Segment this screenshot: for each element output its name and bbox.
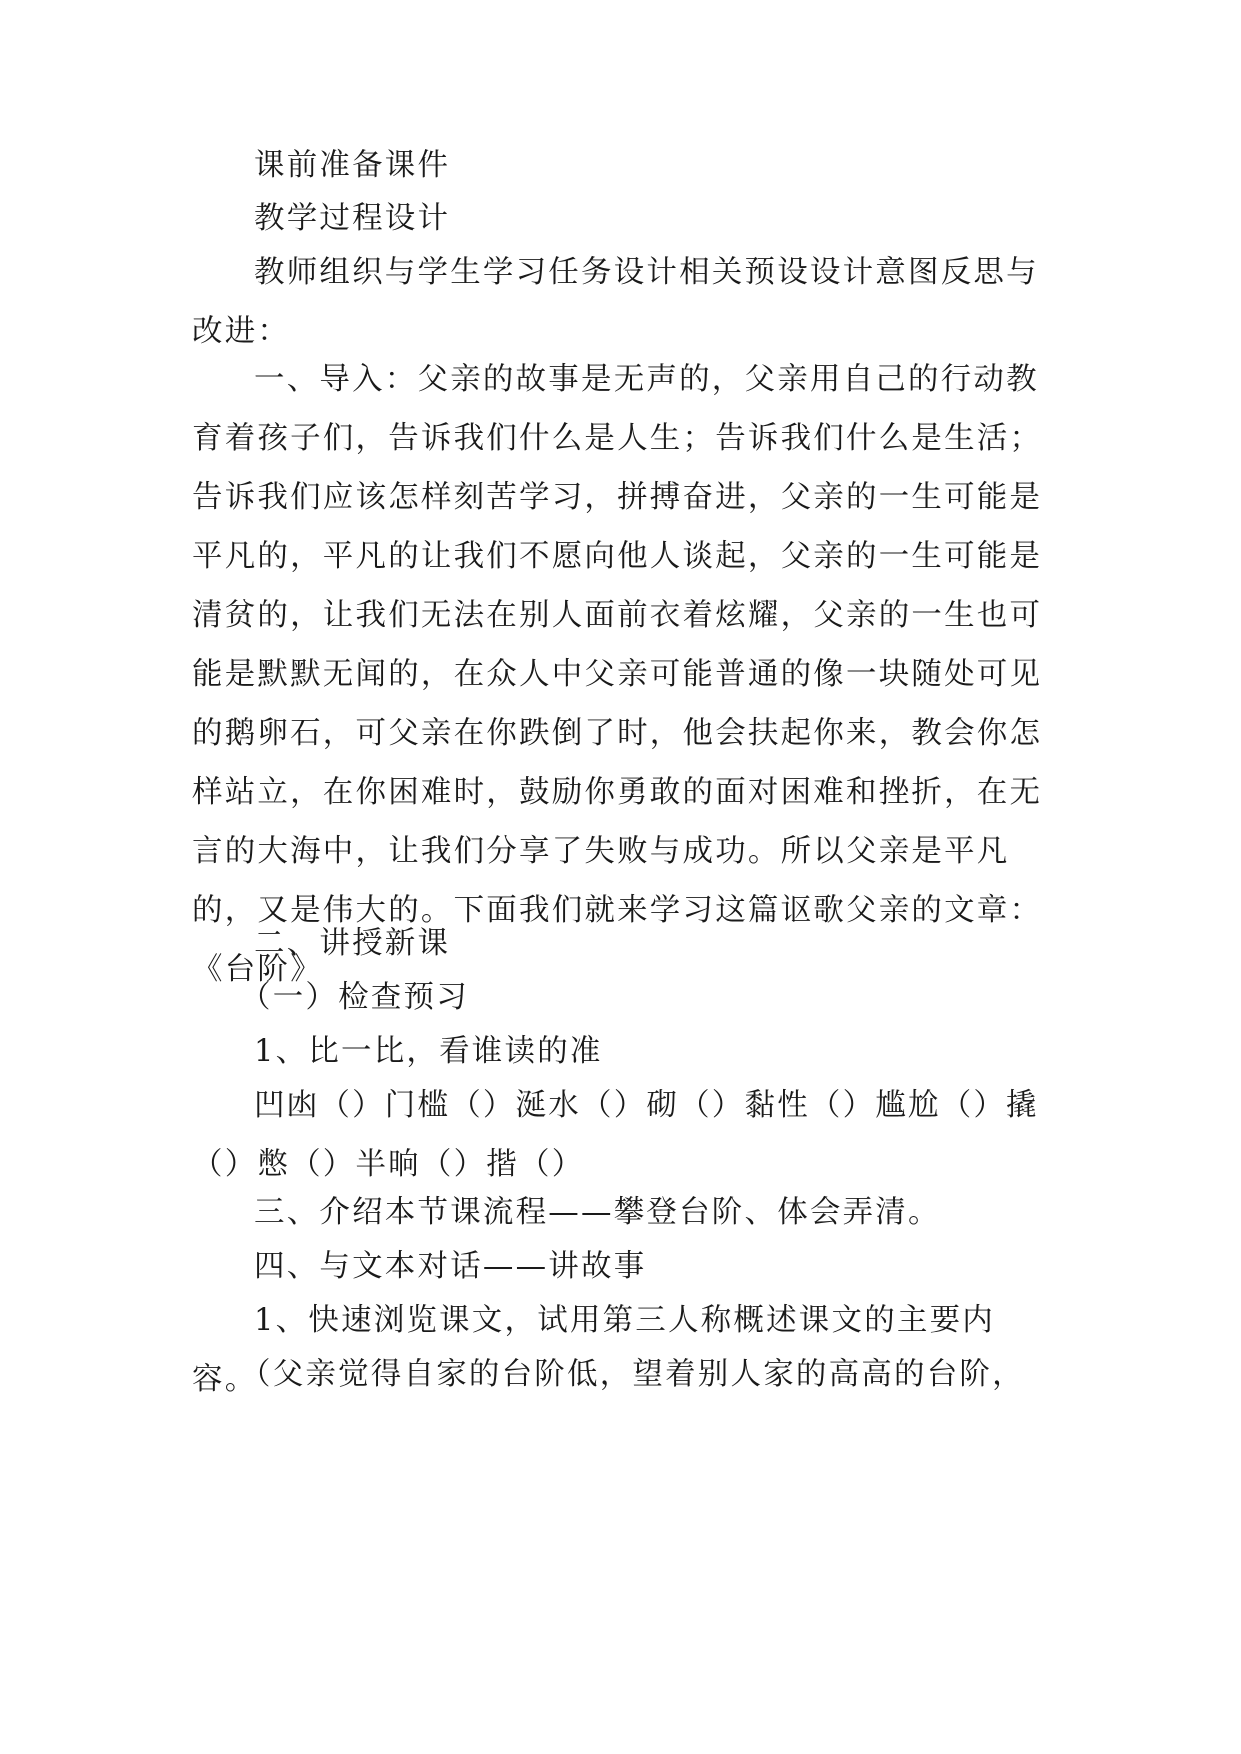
paragraph-compare: 1、比一比，看谁读的准 <box>254 1034 603 1069</box>
paragraph-pronunciation-words: 凹凼（）门槛（）涎水（）砌（）黏性（）尴尬（）撬（）憋（）半晌（）揩（） <box>192 1088 1039 1182</box>
paragraph-dialogue: 四、与文本对话——讲故事 <box>254 1249 647 1284</box>
paragraph-prep: 课前准备课件 <box>254 148 451 183</box>
paragraph-introduction: 一、导入：父亲的故事是无声的，父亲用自己的行动教育着孩子们，告诉我们什么是人生；告诉我们什么是生活；告诉我们应该怎样刻苦学习，拼搏奋进，父亲的一生可能是平凡的，平凡的让我们不愿向他人谈起，父亲的一生可能是清贫的，让我们无法在别人面前衣着炫耀，父亲的一生也可能是默默无闻的，在众人中父亲可能普通的像一块随处可见的鹅卵石，可父亲在你跌倒了时，他会扶起你来，教会你怎样站立，在你困难时，鼓励你勇敢的面对困难和挫折，在无言的大海中，让我们分享了失败与成功。所以父亲是平凡的，又是伟大的。下面我们就来学习这篇讴歌父亲的文章：《台阶》 <box>192 362 1043 987</box>
paragraph-father-summary: （父亲觉得自家的台阶低，望着别人家的高高的台阶， <box>240 1357 1025 1392</box>
paragraph-lesson-flow: 三、介绍本节课流程——攀登台阶、体会弄清。 <box>254 1195 941 1230</box>
paragraph-teacher-organization: 教师组织与学生学习任务设计相关预设设计意图反思与改进： <box>192 255 1039 349</box>
paragraph-process-design: 教学过程设计 <box>254 201 451 236</box>
paragraph-browse-text: 1、快速浏览课文，试用第三人称概述课文的主要内容。 <box>192 1303 996 1397</box>
paragraph-check-preview: （一）检查预习 <box>240 980 469 1015</box>
paragraph-new-lesson: 二、讲授新课 <box>254 926 451 961</box>
